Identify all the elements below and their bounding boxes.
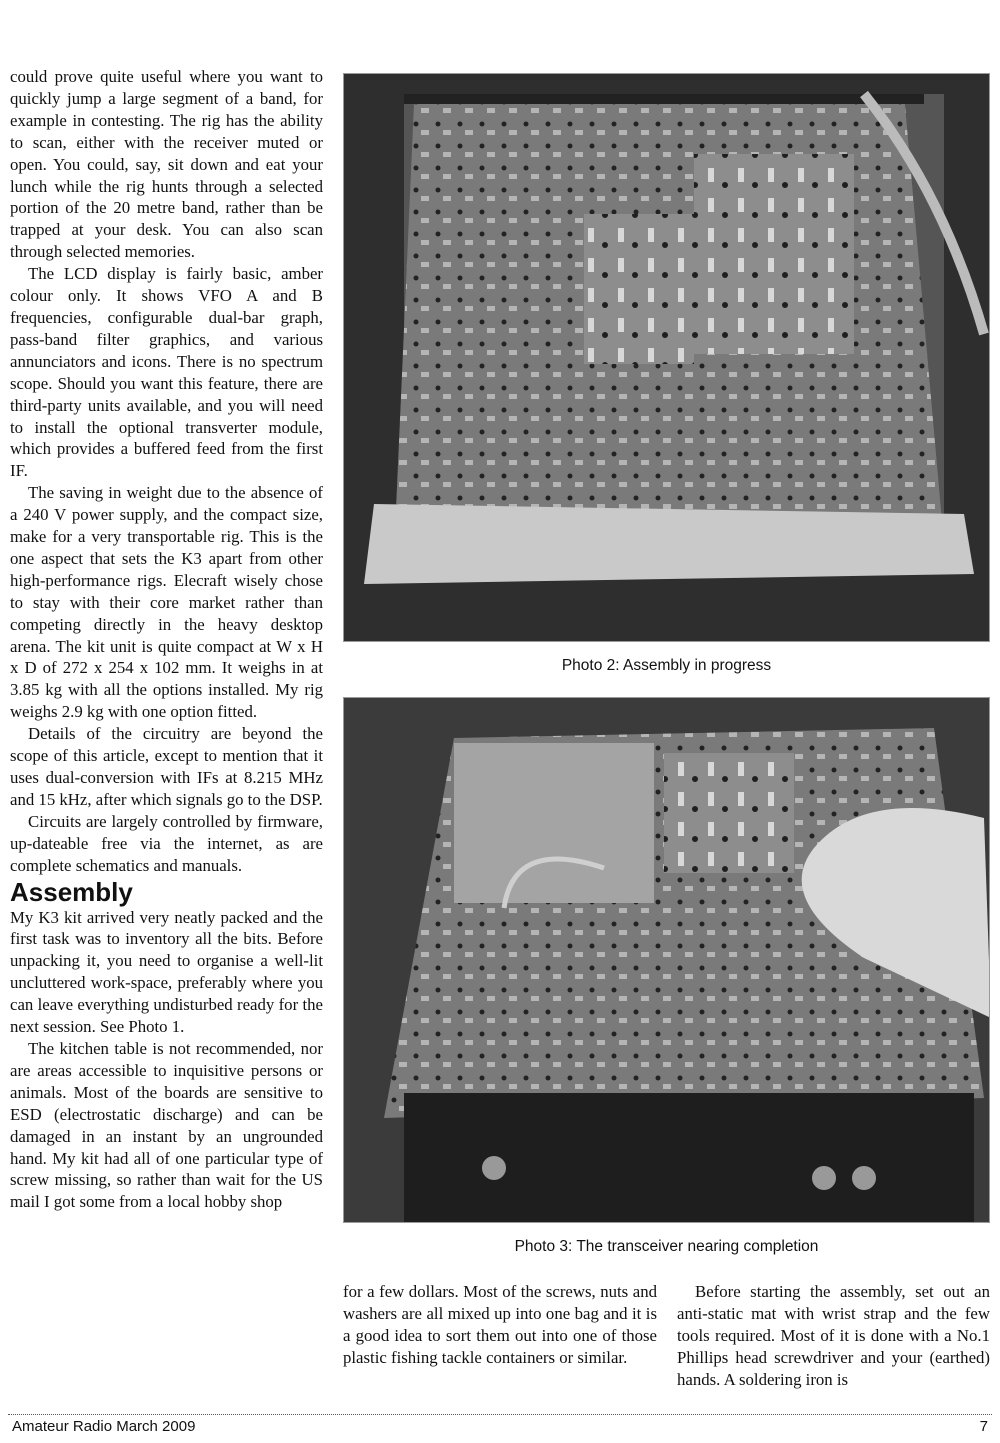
paragraph: could prove quite useful where you want to quickly jump a large segment of a band, for example in contesting. The rig has the ability to scan, either with the receiver muted or open. You could, say, sit down and eat your lunch while the rig hunts through a selected portion of the 20 metre band, rather than be trapped at your desk. You can also scan through selected memories.	[10, 67, 323, 262]
right-column	[677, 1281, 990, 1391]
photo-2-image	[344, 74, 990, 642]
paragraph: The LCD display is fairly basic, amber colour only. It shows VFO A and B frequencies, configurable dual-bar graph, pass-band filter graphics, and various annunciators and icons. There is no spectrum scope. Should you want this feature, there are third-party units available, and you will need to install the optional transverter module, which provides a buffered feed from the first IF.	[10, 264, 323, 481]
section-heading: Assembly	[10, 876, 133, 907]
photo-2	[343, 73, 990, 642]
photo-2-caption: Photo 2: Assembly in progress	[561, 657, 772, 674]
page-number: 7	[979, 1418, 988, 1435]
photo-3-caption: Photo 3: The transceiver nearing completion	[514, 1238, 819, 1255]
paragraph: My K3 kit arrived very neatly packed and the first task was to inventory all the bits. Before unpacking it, you need to organise a well-lit uncluttered work-space, preferably where you can leave everything undisturbed ready for the next session. See Photo 1.	[10, 907, 323, 1037]
photo-3-image	[344, 698, 990, 1223]
paragraph: Circuits are largely controlled by firmware, up-dateable free via the internet, as are complete schematics and manuals.	[10, 811, 323, 875]
footer-publication: Amateur Radio March 2009	[12, 1418, 196, 1435]
paragraph: Before starting the assembly, set out an anti-static mat with wrist strap and the few tools required. Most of it is done with a No.1 Phillips head screwdriver and your (earthed) hands. A soldering iron is	[677, 1282, 990, 1389]
left-column	[10, 66, 323, 1213]
paragraph: Details of the circuitry are beyond the scope of this article, except to mention that it uses dual-conversion with IFs at 8.215 MHz and 15 kHz, after which signals go to the DSP.	[10, 724, 323, 809]
footer-divider	[8, 1414, 992, 1415]
middle-column	[343, 1281, 657, 1369]
paragraph: The saving in weight due to the absence of a 240 V power supply, and the compact size, make for a very transportable rig. This is the one aspect that sets the K3 apart from other high-performance rigs. Elecraft wisely chose to stay with their core market rather than competing directly in the heavy desktop arena. The kit unit is quite compact at W x H x D of 272 x 254 x 102 mm. It weighs in at 3.85 kg with all the options installed. My rig weighs 2.9 kg with one option fitted.	[10, 483, 323, 722]
photo-3	[343, 697, 990, 1223]
paragraph: The kitchen table is not recommended, nor are areas accessible to inquisitive persons or animals. Most of the boards are sensitive to ESD (electrostatic discharge) and can be damaged in an instant by an ungrounded hand. My kit had all of one particular type of screw missing, so rather than wait for the US mail I got some from a local hobby shop	[10, 1038, 323, 1212]
paragraph: for a few dollars. Most of the screws, nuts and washers are all mixed up into one bag and it is a good idea to sort them out into one of those plastic fishing tackle containers or similar.	[343, 1282, 657, 1367]
